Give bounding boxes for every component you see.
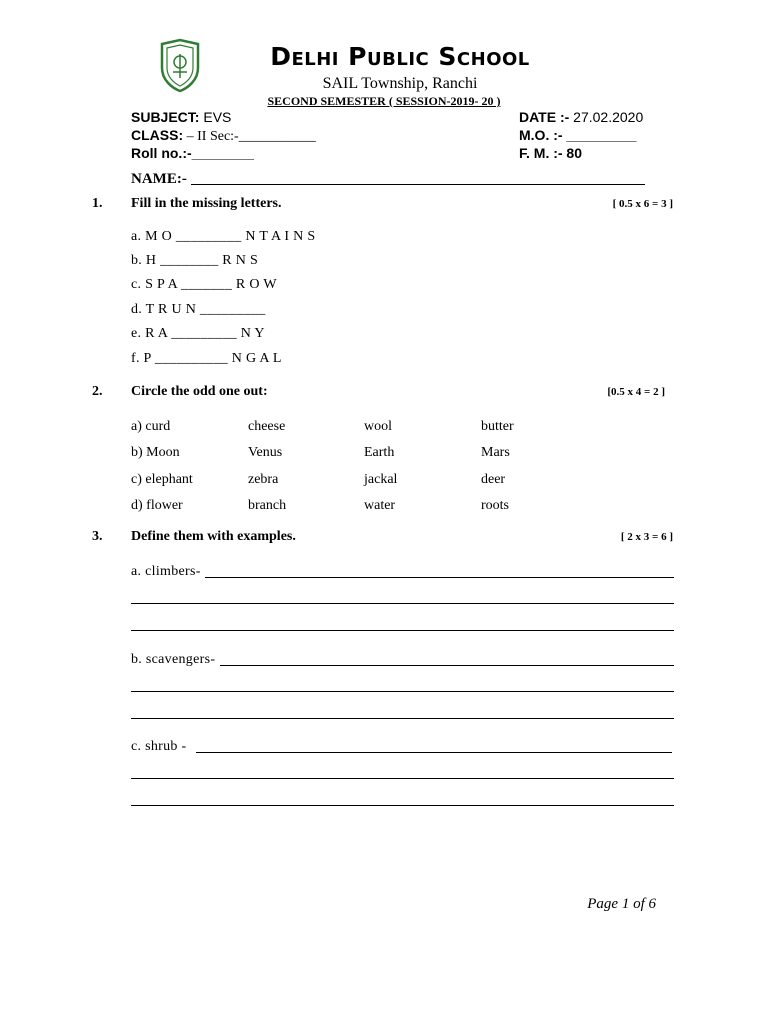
- q1-item: a. M O _________ N T A I N S: [131, 229, 316, 244]
- class-value: – II Sec:-___________: [183, 129, 316, 144]
- semester-title: SECOND SEMESTER ( SESSION-2019- 20 ): [267, 94, 501, 108]
- date-value: 27.02.2020: [569, 109, 644, 125]
- q3-item-shrub: c. shrub -: [131, 739, 187, 754]
- q1-item: e. R A _________ N Y: [131, 326, 265, 341]
- answer-line: [131, 778, 674, 779]
- q1-marks: [ 0.5 x 6 = 3 ]: [612, 198, 673, 210]
- q2-text: Circle the odd one out:: [131, 384, 268, 399]
- q3-marks: [ 2 x 3 = 6 ]: [620, 531, 673, 543]
- date-line: [519, 109, 643, 125]
- odd-cell: butter: [481, 419, 514, 434]
- q3-text: Define them with examples.: [131, 529, 296, 544]
- answer-line: [205, 577, 674, 578]
- odd-cell: water: [364, 498, 396, 513]
- odd-cell: zebra: [248, 472, 279, 487]
- odd-cell: Venus: [248, 445, 283, 460]
- q3-item-climbers: a. climbers-: [131, 564, 201, 579]
- class-label: CLASS:: [131, 127, 184, 143]
- answer-line: [131, 691, 674, 692]
- odd-cell: cheese: [248, 419, 286, 434]
- odd-cell: jackal: [364, 472, 398, 487]
- odd-cell: d) flower: [131, 498, 183, 513]
- subject-line: [131, 109, 231, 125]
- odd-cell: c) elephant: [131, 472, 193, 487]
- odd-cell: roots: [481, 498, 509, 513]
- q1-item: d. T R U N _________: [131, 302, 266, 317]
- school-name: Delhi Public School: [270, 42, 530, 71]
- q1-item: c. S P A _______ R O W: [131, 277, 277, 292]
- answer-line: [131, 805, 674, 806]
- odd-cell: branch: [248, 498, 287, 513]
- name-fill-line: [191, 184, 645, 185]
- mo-line: M.O. :- _________: [519, 127, 637, 143]
- q1-item: b. H ________ R N S: [131, 253, 259, 268]
- answer-line: [196, 752, 672, 753]
- answer-line: [220, 665, 674, 666]
- q1-text: Fill in the missing letters.: [131, 196, 282, 211]
- q3-item-scavengers: b. scavengers-: [131, 652, 216, 667]
- school-address: SAIL Township, Ranchi: [322, 75, 478, 92]
- odd-cell: Mars: [481, 445, 510, 460]
- q3-number: 3.: [92, 529, 103, 544]
- odd-cell: a) curd: [131, 419, 171, 434]
- q2-marks: [0.5 x 4 = 2 ]: [607, 386, 665, 398]
- fm-line: F. M. :- 80: [519, 145, 583, 161]
- roll-number-line: Roll no.:-________: [131, 145, 254, 161]
- answer-line: [131, 630, 674, 631]
- answer-line: [131, 718, 674, 719]
- answer-line: [131, 603, 674, 604]
- odd-cell: wool: [364, 419, 392, 434]
- class-line: [131, 127, 316, 145]
- subject-value: EVS: [199, 109, 232, 125]
- odd-cell: b) Moon: [131, 445, 180, 460]
- subject-label: SUBJECT:: [131, 109, 200, 125]
- odd-cell: Earth: [364, 445, 395, 460]
- q2-number: 2.: [92, 384, 103, 399]
- odd-cell: deer: [481, 472, 506, 487]
- date-label: DATE :-: [519, 109, 570, 125]
- q1-item: f. P __________ N G A L: [131, 351, 282, 366]
- q1-number: 1.: [92, 196, 103, 211]
- name-label: NAME:-: [131, 171, 187, 187]
- page-number: Page 1 of 6: [587, 896, 656, 912]
